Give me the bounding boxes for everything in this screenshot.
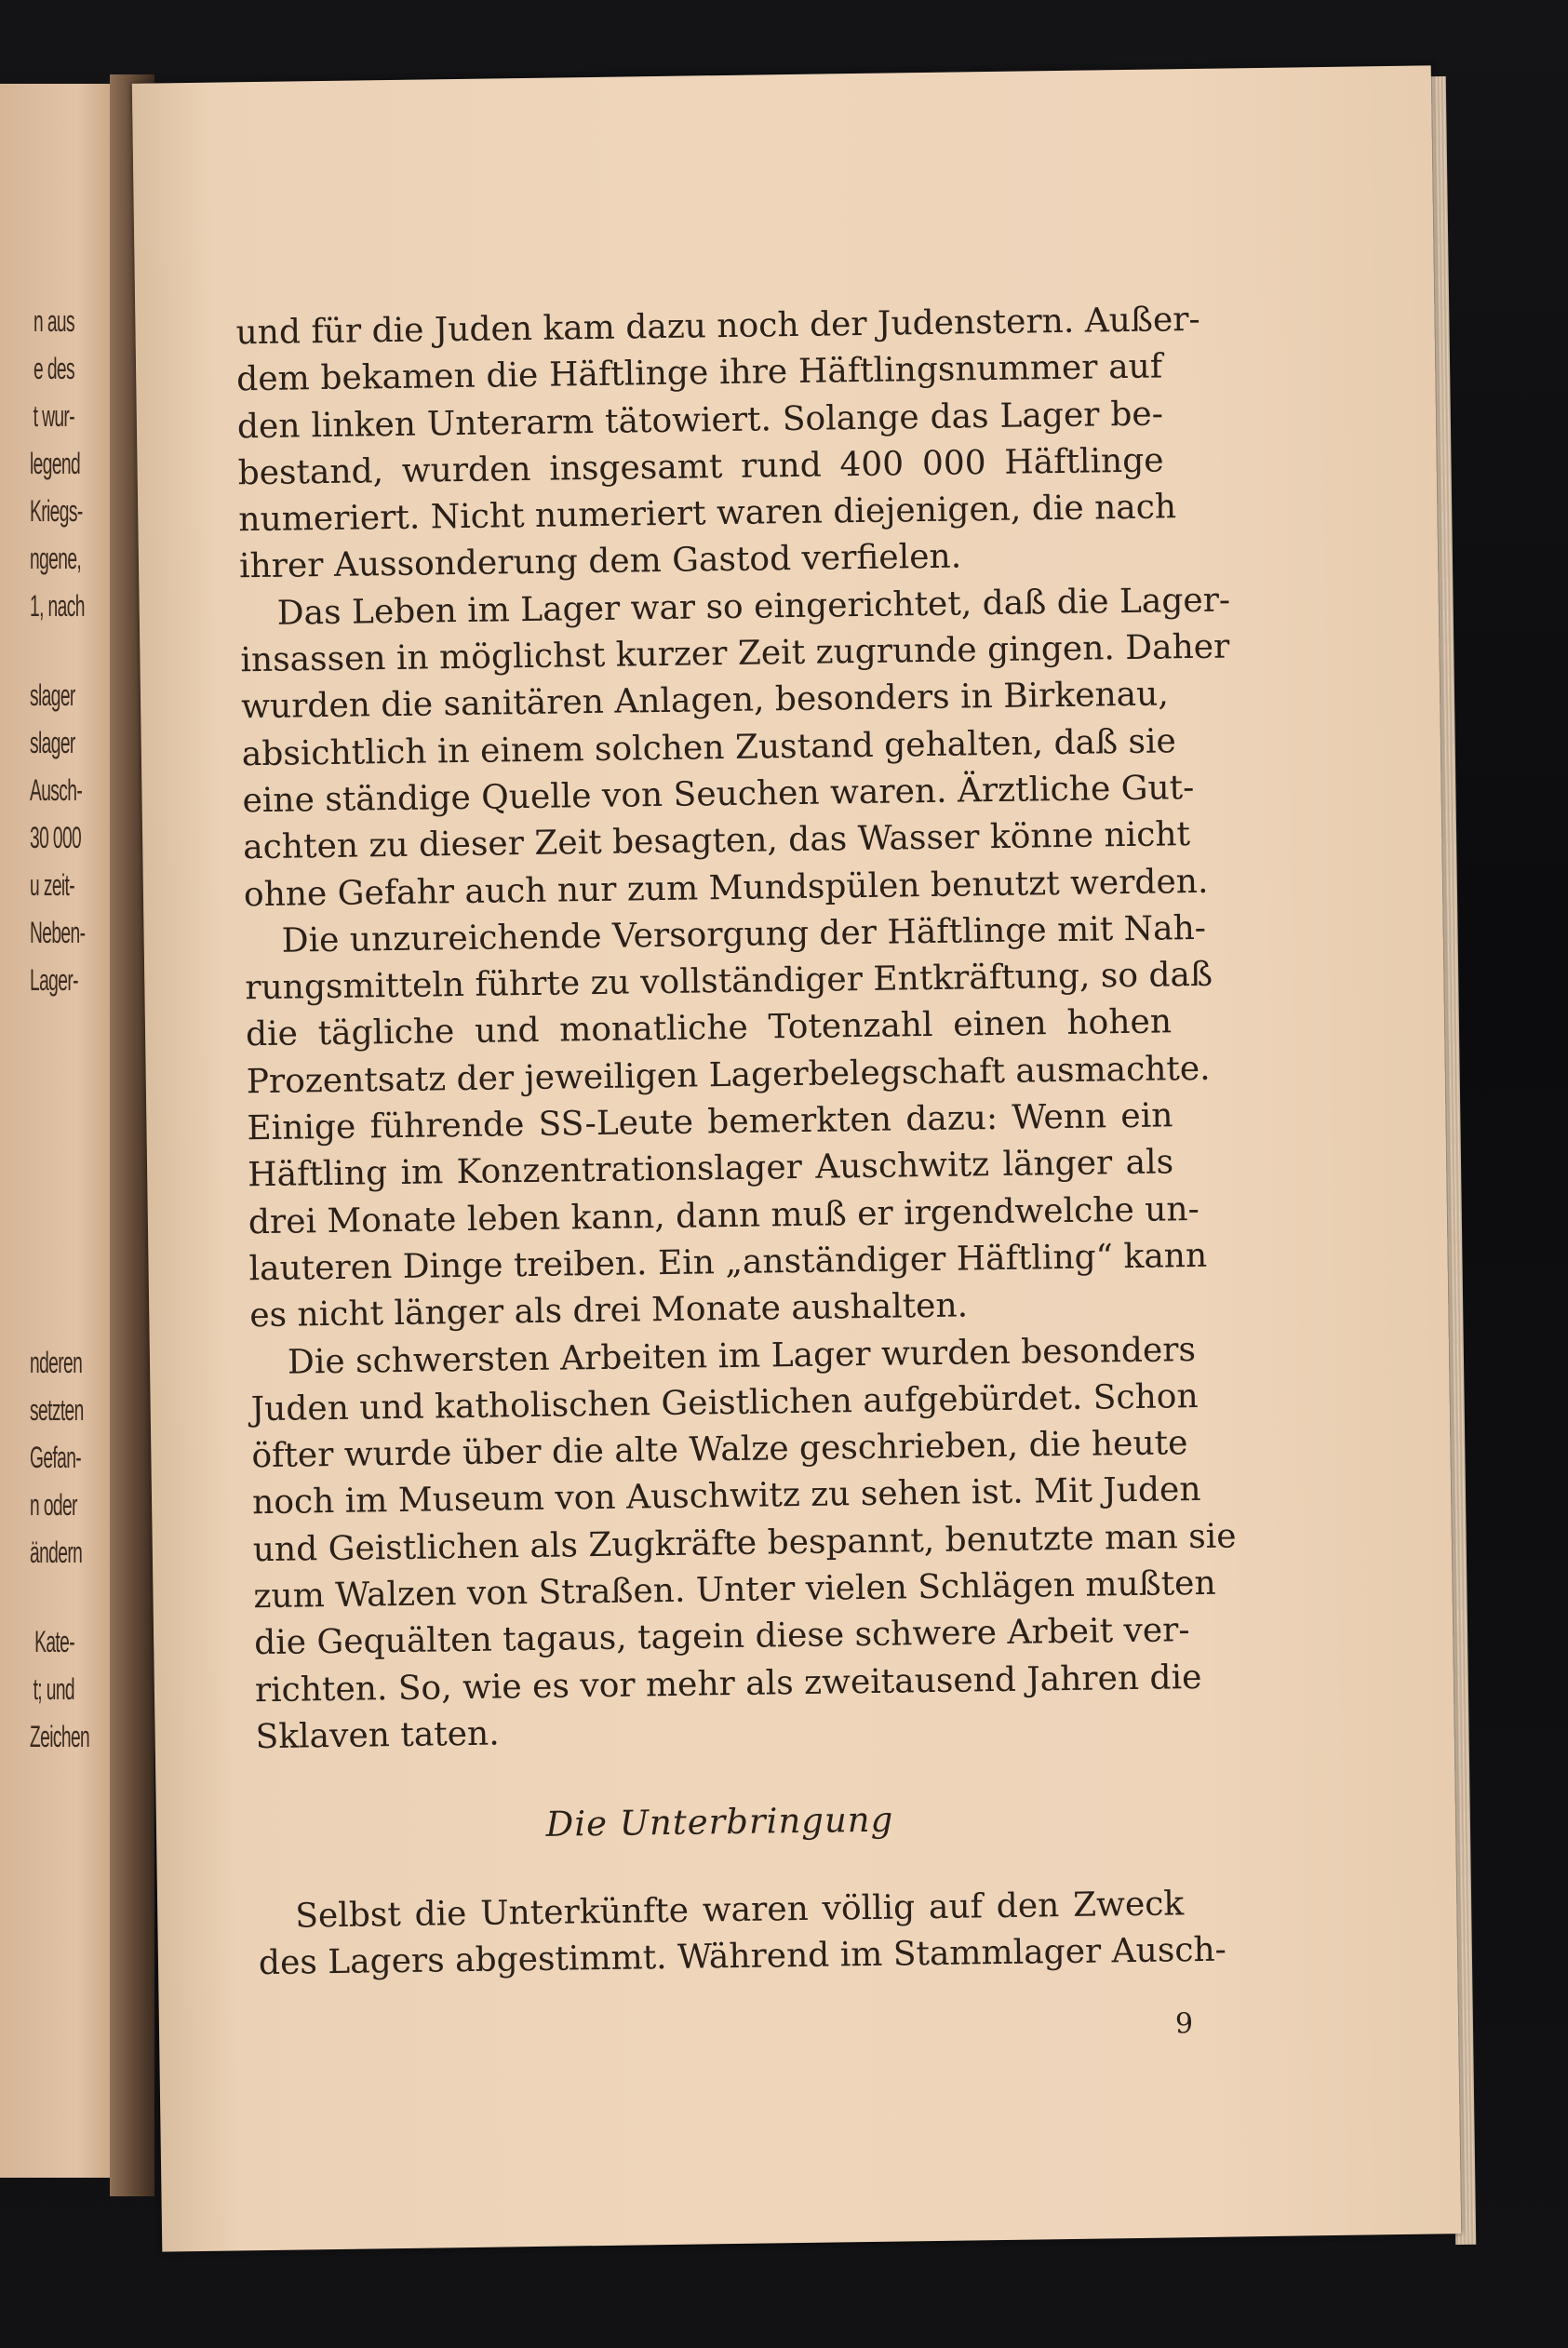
- previous-page-fragment: Gefan-: [30, 1441, 82, 1474]
- text-line: lauteren Dinge treiben. Ein „anständiger Häftling“ kann: [248, 1236, 1208, 1289]
- previous-page-fragment: Kriegs-: [30, 494, 83, 528]
- text-line: bestand, wurden insgesamt rund 400 000 Häftlinge: [237, 441, 1164, 493]
- previous-page-fragment: n oder: [30, 1488, 77, 1522]
- text-line: öfter wurde über die alte Walze geschrieben, die heute: [251, 1424, 1188, 1476]
- previous-page-fragment: Lager-: [30, 963, 78, 997]
- previous-page-fragment: legend: [30, 447, 81, 480]
- text-line: und für die Juden kam dazu noch der Judenstern. Außer-: [235, 300, 1200, 353]
- text-line: wurden die sanitären Anlagen, besonders in Birkenau,: [240, 675, 1170, 727]
- previous-page-fragment: n aus: [34, 304, 74, 338]
- text-line: Selbst die Unterkünfte waren völlig auf den Zweck: [295, 1884, 1185, 1936]
- text-line: Sklaven taten.: [255, 1714, 500, 1757]
- text-line: dem bekamen die Häftlinge ihre Häftlingsnummer auf: [235, 347, 1163, 399]
- text-line: insassen in möglichst kurzer Zeit zugrunde gingen. Daher: [240, 627, 1230, 680]
- previous-page-fragment: Zeichen: [30, 1720, 90, 1753]
- previous-page-text-fragments: [30, 298, 90, 1761]
- text-line: achten zu dieser Zeit besagten, das Wasser könne nicht: [242, 815, 1191, 867]
- previous-page-fragment: slager: [30, 726, 75, 759]
- previous-page-fragment: setzten: [30, 1393, 84, 1427]
- previous-page-fragment: ngene,: [30, 542, 82, 575]
- previous-page-fragment: e des: [34, 352, 74, 385]
- text-line: Häftling im Konzentrationslager Auschwitz länger als: [247, 1143, 1174, 1195]
- text-line: die tägliche und monatliche Totenzahl einen hohen: [245, 1002, 1173, 1054]
- text-line: Die schwersten Arbeiten im Lager wurden besonders: [287, 1330, 1197, 1382]
- text-line: Das Leben im Lager war so eingerichtet, daß die Lager-: [276, 581, 1231, 633]
- text-line: und Geistlichen als Zugkräfte bespannt, benutzte man sie: [252, 1517, 1237, 1569]
- section-heading: Die Unterbringung: [545, 1799, 894, 1845]
- previous-page-fragment: slager: [30, 678, 75, 712]
- text-line: Die unzureichende Versorgung der Häftlinge mit Nah-: [281, 908, 1207, 960]
- body-text: [235, 297, 1237, 1987]
- text-line: drei Monate leben kann, dann muß er irgendwelche un-: [248, 1189, 1199, 1241]
- text-line: des Lagers abgestimmt. Während im Stammlager Ausch-: [258, 1930, 1227, 1982]
- text-line: den linken Unterarm tätowiert. Solange das Lager be-: [236, 395, 1164, 446]
- previous-page-fragment: 1, nach: [30, 589, 85, 623]
- previous-page-fragment: Neben-: [30, 916, 86, 949]
- paragraph: [235, 297, 1200, 591]
- paragraph: [250, 1327, 1237, 1762]
- text-line: es nicht länger als drei Monate aushalten.: [249, 1286, 969, 1335]
- page-number: 9: [1174, 2007, 1194, 2041]
- previous-page-fragment: u zeit-: [30, 868, 75, 902]
- previous-page-fragment: t; und: [33, 1672, 74, 1706]
- text-line: Juden und katholischen Geistlichen aufgebürdet. Schon: [250, 1376, 1199, 1429]
- paragraph: [239, 578, 1231, 919]
- book-page: [132, 65, 1461, 2251]
- previous-page-fragment: ändern: [30, 1536, 83, 1569]
- previous-page-fragment: 30 000: [30, 821, 82, 854]
- text-line: zum Walzen von Straßen. Unter vielen Schlägen mußten: [253, 1563, 1216, 1617]
- text-line: richten. So, wie es vor mehr als zweitausend Jahren die: [254, 1657, 1202, 1710]
- text-line: eine ständige Quelle von Seuchen waren. Ärztliche Gut-: [242, 768, 1195, 821]
- previous-page-fragment: nderen: [30, 1346, 83, 1379]
- text-line: die Gequälten tagaus, tagein diese schwere Arbeit ver-: [253, 1611, 1190, 1663]
- text-line: ihrer Aussonderung dem Gastod verfielen.: [238, 537, 962, 586]
- previous-page-fragment: t wur-: [33, 399, 74, 433]
- text-line: Einige führende SS-Leute bemerkten dazu: Wenn ein: [247, 1096, 1173, 1148]
- paragraph: [258, 1881, 1227, 1987]
- paragraph: [244, 906, 1213, 1340]
- previous-page-fragment: Ausch-: [30, 773, 83, 807]
- text-line: noch im Museum von Auschwitz zu sehen ist. Mit Juden: [251, 1470, 1201, 1523]
- text-line: ohne Gefahr auch nur zum Mundspülen benutzt werden.: [243, 862, 1209, 914]
- text-line: Prozentsatz der jeweiligen Lagerbelegschaft ausmachte.: [246, 1049, 1211, 1101]
- text-line: numeriert. Nicht numeriert waren diejenigen, die nach: [238, 488, 1177, 540]
- previous-page-fragment: Kate-: [34, 1625, 74, 1658]
- text-line: absichtlich in einem solchen Zustand gehalten, daß sie: [241, 721, 1177, 773]
- text-line: rungsmitteln führte zu vollständiger Entkräftung, so daß: [245, 955, 1213, 1008]
